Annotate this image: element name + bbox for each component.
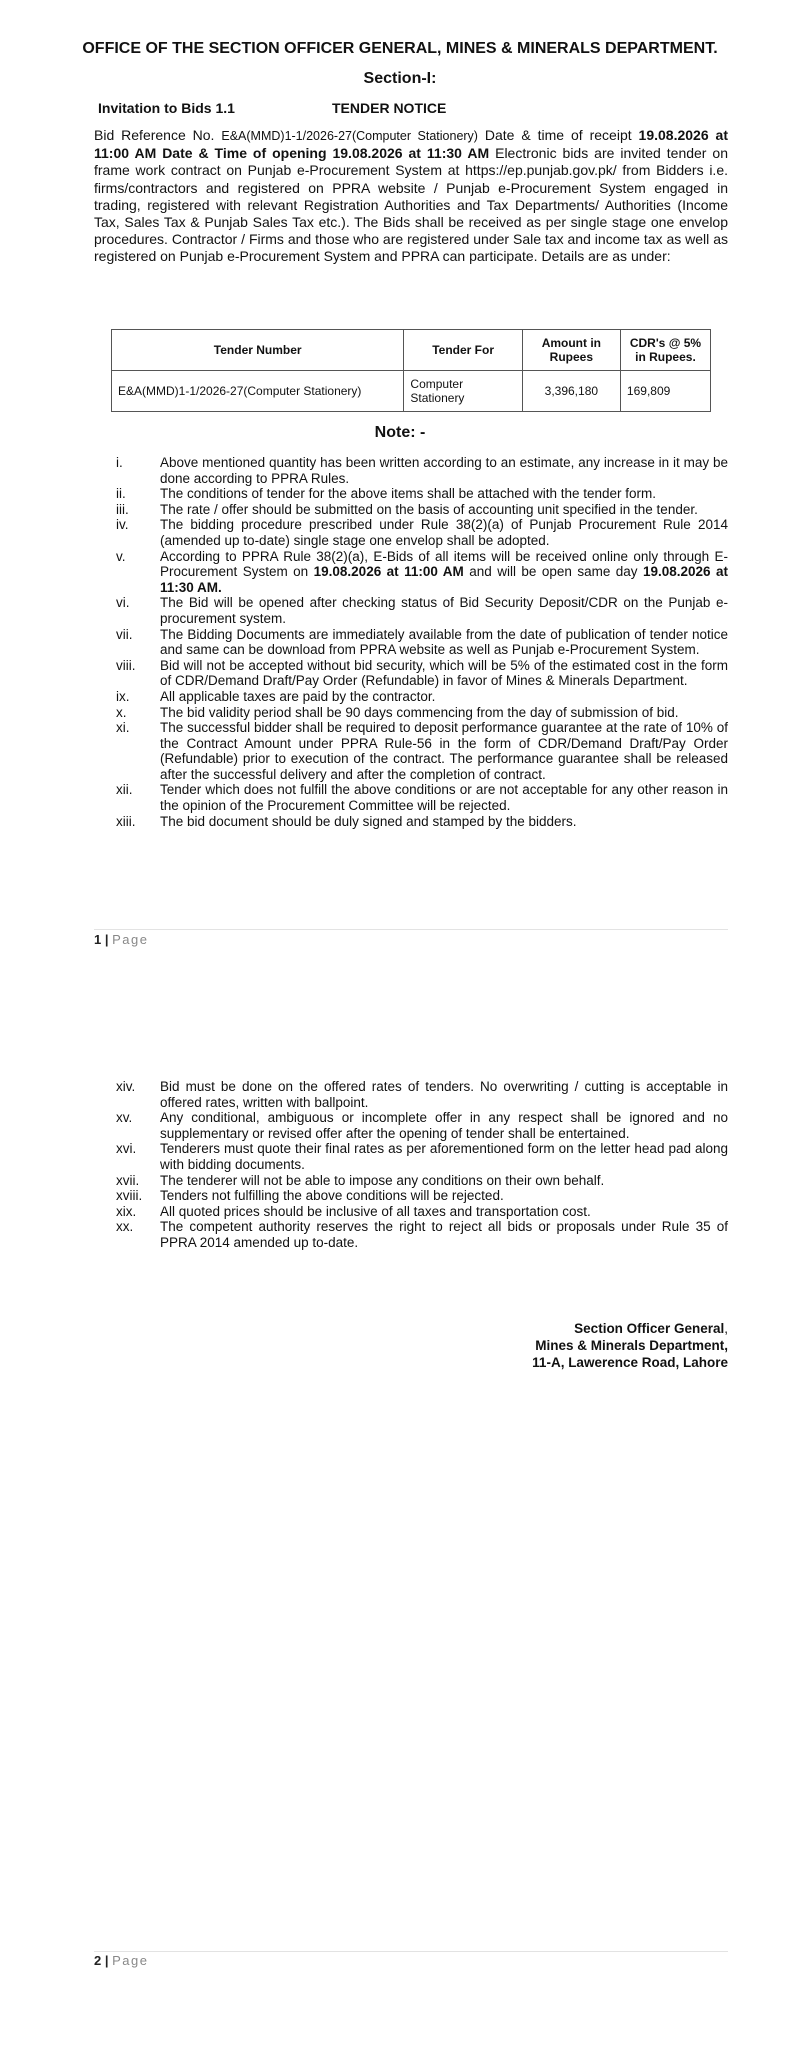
note-item bbox=[116, 595, 728, 626]
table-row bbox=[112, 371, 711, 412]
signature-line-2: Mines & Minerals Department, bbox=[535, 1338, 728, 1353]
footer-rule bbox=[94, 929, 728, 930]
note-number: i. bbox=[116, 455, 123, 470]
header-amount: Amount in Rupees bbox=[522, 330, 620, 371]
note-item bbox=[116, 1110, 728, 1141]
note-item bbox=[116, 705, 728, 721]
note-item bbox=[116, 1204, 728, 1220]
note-text: The bid document should be duly signed and stamped by the bidders. bbox=[160, 813, 577, 829]
note-item bbox=[116, 549, 728, 596]
signature-title: Section Officer General bbox=[574, 1321, 725, 1336]
note-number: xviii. bbox=[116, 1188, 143, 1204]
note-number: vi. bbox=[116, 595, 130, 611]
note-item bbox=[116, 455, 728, 486]
invitation-label: Invitation to Bids 1.1 bbox=[98, 100, 235, 116]
intro-dates: 19.08.2026 at 11:00 AM Date & Time of opening 19.08.2026 at 11:30 AM bbox=[94, 127, 728, 162]
note-text: The Bid will be opened after checking status of Bid Security Deposit/CDR on the Punjab e-procurement system. bbox=[160, 595, 728, 626]
table-header-row bbox=[112, 330, 711, 371]
note-text: The competent authority reserves the right to reject all bids or proposals under Rule 35 of PPRA 2014 amended up to-date. bbox=[160, 1219, 728, 1250]
tender-table bbox=[111, 329, 711, 412]
note-item bbox=[116, 1173, 728, 1189]
note-text: The bid validity period shall be 90 days commencing from the day of submission of bid. bbox=[160, 704, 679, 720]
note-heading: Note: - bbox=[374, 424, 426, 441]
note-number: vii. bbox=[116, 626, 133, 642]
note-item bbox=[116, 517, 728, 548]
cell-tender-number: E&A(MMD)1-1/2026-27(Computer Stationery) bbox=[112, 371, 404, 412]
note-item bbox=[116, 627, 728, 658]
page-number: 1 bbox=[94, 932, 102, 947]
note-item bbox=[116, 502, 728, 518]
note-text: The rate / offer should be submitted on the basis of accounting unit specified in the tender. bbox=[160, 501, 698, 517]
bid-reference: E&A(MMD)1-1/2026-27(Computer Stationery) bbox=[221, 129, 478, 143]
note-item bbox=[116, 1188, 728, 1204]
tender-notice-title: TENDER NOTICE bbox=[332, 100, 447, 116]
note-number: xiv. bbox=[116, 1079, 136, 1094]
note-text: The successful bidder shall be required to deposit performance guarantee at the rate of 10% of the Contract Amount under PPRA Rule-56 in the form of CDR/Demand Draft/Pay Order (Refundable) prior to execution of the contract. The performance guarantee shall be released after the successful delivery and after the completion of contract. bbox=[160, 720, 728, 782]
note-number: x. bbox=[116, 704, 127, 720]
note-bold-date: 19.08.2026 at 11:00 AM bbox=[313, 564, 464, 580]
header-tender-for: Tender For bbox=[404, 330, 522, 371]
note-number: ix. bbox=[116, 688, 130, 704]
note-item bbox=[116, 1219, 728, 1250]
page-number: 2 bbox=[94, 1953, 102, 1968]
signature-comma: , bbox=[724, 1321, 728, 1336]
cell-tender-for: Computer Stationery bbox=[404, 371, 522, 412]
header-tender-number: Tender Number bbox=[112, 330, 404, 371]
cell-cdr: 169,809 bbox=[620, 371, 710, 412]
note-number: xiii. bbox=[116, 813, 136, 829]
note-text: and will be open same day bbox=[463, 564, 643, 580]
note-item bbox=[116, 658, 728, 689]
page-separator: | bbox=[101, 932, 113, 947]
note-text: Any conditional, ambiguous or incomplete offer in any respect shall be ignored and no supplementary or revised offer after the opening of tender shall be entertained. bbox=[160, 1110, 728, 1141]
note-number: ii. bbox=[116, 486, 126, 502]
note-text: All quoted prices should be inclusive of all taxes and transportation cost. bbox=[160, 1203, 591, 1219]
notes-list-page-2 bbox=[116, 1079, 728, 1251]
intro-text-1: Bid Reference No. bbox=[94, 127, 222, 143]
note-item bbox=[116, 720, 728, 782]
page-footer bbox=[94, 1953, 148, 1968]
note-number: xvi. bbox=[116, 1141, 137, 1157]
note-text: The Bidding Documents are immediately available from the date of publication of tender notice and same can be download from PPRA website as well as Punjab e-Procurement System. bbox=[160, 626, 728, 658]
page-label: Page bbox=[112, 932, 149, 947]
note-text: Bid must be done on the offered rates of tenders. No overwriting / cutting is acceptable in offered rates, written with ballpoint. bbox=[160, 1079, 728, 1110]
note-text: The tenderer will not be able to impose any conditions on their own behalf. bbox=[160, 1172, 605, 1188]
note-text: Tenders not fulfilling the above conditions will be rejected. bbox=[160, 1188, 504, 1204]
note-text: All applicable taxes are paid by the contractor. bbox=[160, 688, 436, 704]
note-item bbox=[116, 1141, 728, 1172]
cell-amount: 3,396,180 bbox=[522, 371, 620, 412]
signature-block bbox=[532, 1320, 728, 1371]
intro-text-3: Electronic bids are invited tender on frame work contract on Punjab e-Procurement System at https://ep.punjab.gov.pk/ from Bidders i.e. firms/contractors and registered on PPRA website / Punjab e-Procurement System engaged in trading, registered with relevant Registration Authorities and Tax Departments/ Authorities (Income Tax, Sales Tax & Punjab Sales Tax etc.). The Bids shall be received as per single stage one envelop procedures. Contractor / Firms and those who are registered under Sale tax and income tax as well as registered on Punjab e-Procurement System and PPRA can participate. Details are as under: bbox=[94, 145, 728, 265]
intro-paragraph bbox=[94, 127, 728, 266]
note-text: According to PPRA Rule 38(2)(a), E-Bids of all items will be received online only through E-Procurement System on bbox=[160, 548, 728, 580]
note-number: xx. bbox=[116, 1219, 134, 1235]
note-item bbox=[116, 814, 728, 830]
note-text: Bid will not be accepted without bid security, which will be 5% of the estimated cost in the form of CDR/Demand Draft/Pay Order (Refundable) in favor of Mines & Minerals Department. bbox=[160, 657, 728, 689]
page-1 bbox=[0, 0, 800, 960]
note-bold-date: 19.08.2026 at 11:30 AM. bbox=[160, 564, 729, 595]
note-number: xix. bbox=[116, 1203, 137, 1219]
note-number: iv. bbox=[116, 517, 129, 533]
header-cdr: CDR's @ 5% in Rupees. bbox=[620, 330, 710, 371]
signature-line-1 bbox=[532, 1320, 728, 1337]
signature-line-3: 11-A, Lawerence Road, Lahore bbox=[532, 1355, 728, 1370]
footer-rule bbox=[94, 1951, 728, 1952]
note-number: xvii. bbox=[116, 1172, 140, 1188]
note-item bbox=[116, 1079, 728, 1110]
note-text: Tender which does not fulfill the above conditions or are not acceptable for any other reason in the opinion of the Procurement Committee will be rejected. bbox=[160, 782, 728, 814]
office-title: OFFICE OF THE SECTION OFFICER GENERAL, MINES & MINERALS DEPARTMENT. bbox=[82, 40, 718, 57]
note-number: xi. bbox=[116, 720, 130, 736]
note-item bbox=[116, 486, 728, 502]
note-text: The bidding procedure prescribed under Rule 38(2)(a) of Punjab Procurement Rule 2014 (amended up to-date) single stage one envelop shall be adopted. bbox=[160, 517, 728, 548]
note-number: iii. bbox=[116, 501, 129, 517]
note-item bbox=[116, 689, 728, 705]
note-number: v. bbox=[116, 548, 126, 564]
note-text: The conditions of tender for the above items shall be attached with the tender form. bbox=[160, 486, 657, 502]
note-number: xii. bbox=[116, 782, 133, 798]
note-item bbox=[116, 782, 728, 813]
notes-list-page-1 bbox=[116, 455, 728, 829]
page-label: Page bbox=[112, 1953, 149, 1968]
section-title: Section-I: bbox=[363, 70, 437, 87]
note-number: viii. bbox=[116, 657, 136, 673]
note-text: Above mentioned quantity has been written according to an estimate, any increase in it may be done according to PPRA Rules. bbox=[160, 455, 728, 486]
note-number: xv. bbox=[116, 1110, 133, 1126]
page-footer bbox=[94, 932, 148, 947]
page-separator: | bbox=[101, 1953, 113, 1968]
note-text: Tenderers must quote their final rates as per aforementioned form on the letter head pad along with bidding documents. bbox=[160, 1141, 728, 1172]
intro-text-2: Date & time of receipt bbox=[477, 127, 639, 143]
